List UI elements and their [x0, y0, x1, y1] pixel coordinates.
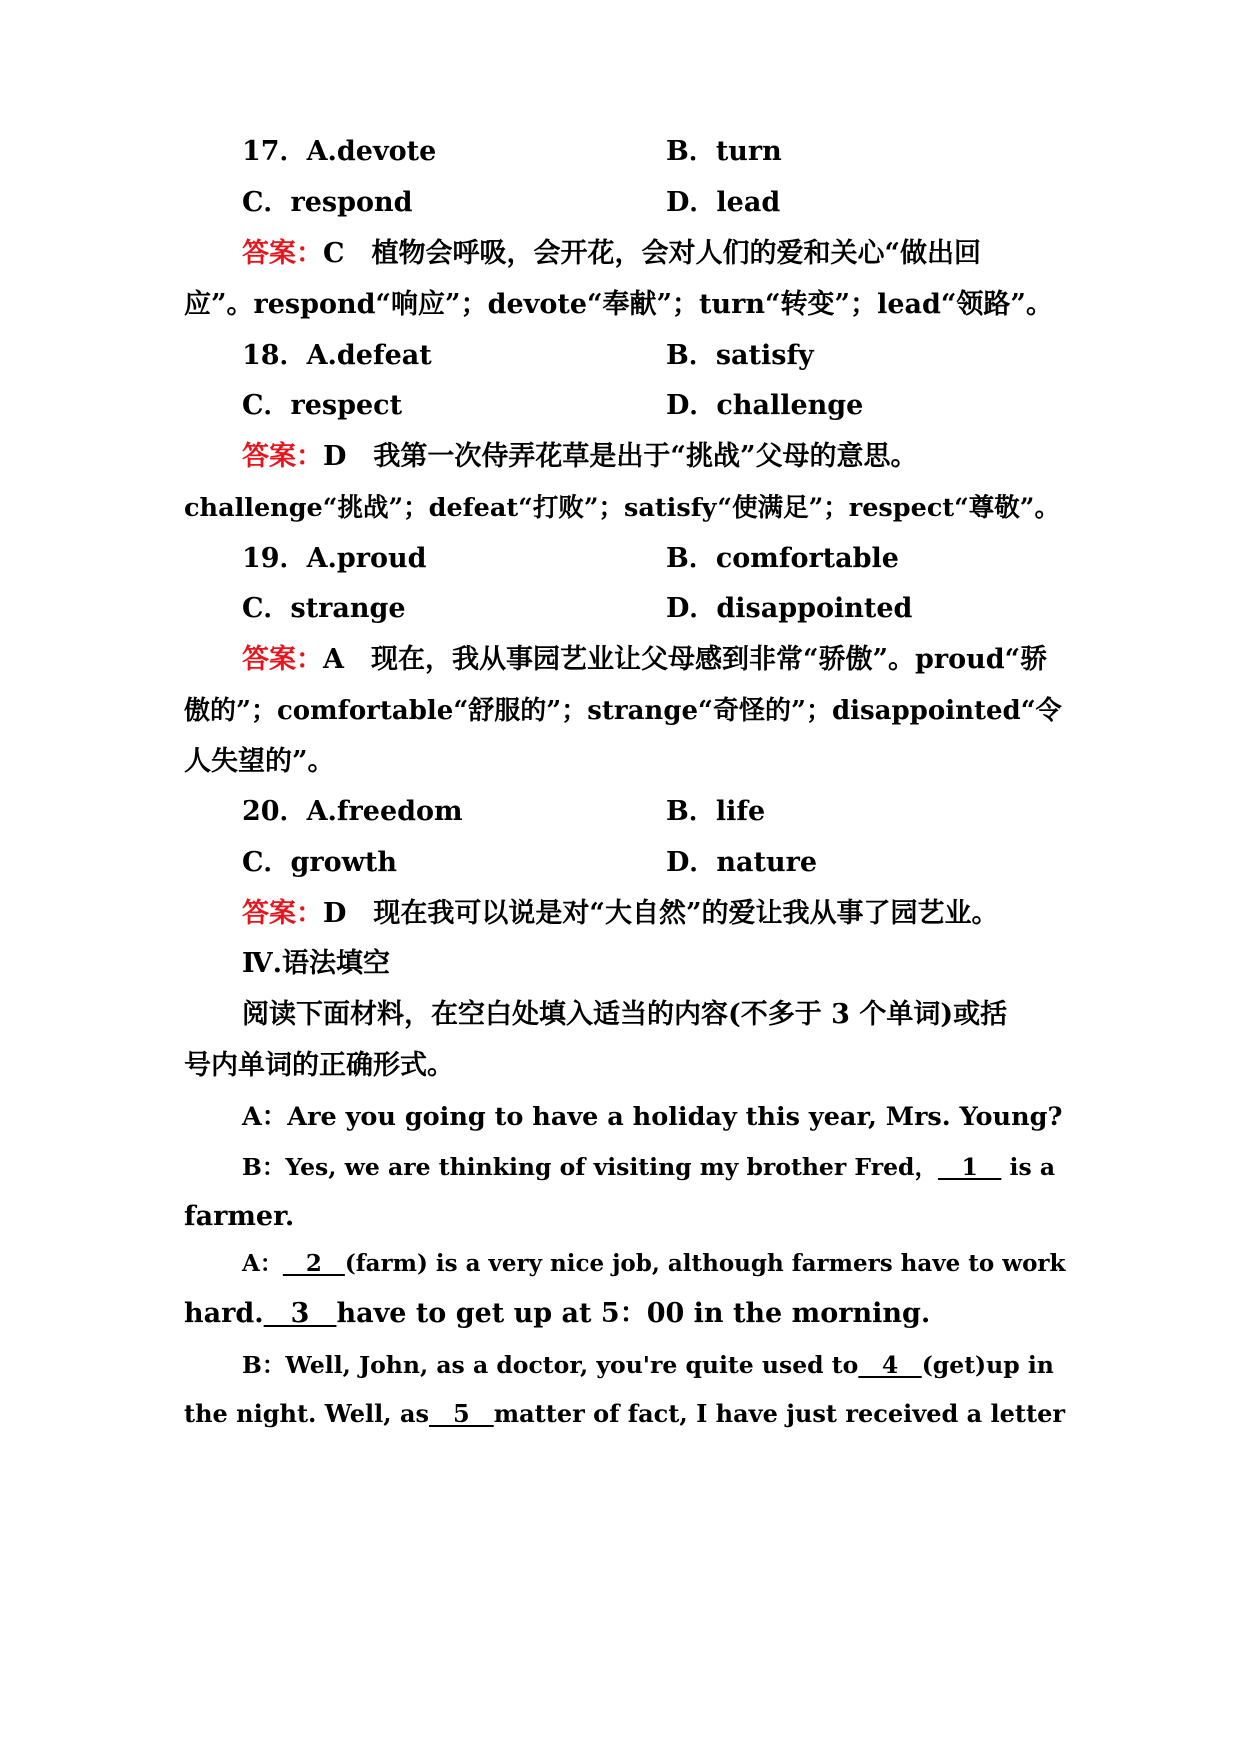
q19-option-b: B．comfortable [666, 543, 899, 574]
dialogue-text: is a [1001, 1153, 1056, 1181]
dialogue-text: matter of fact, I have just received a letter [493, 1399, 1065, 1428]
q17-option-c: C．respond [242, 187, 413, 218]
q19-answer [242, 640, 1064, 680]
dialogue-text: (get)up in [921, 1351, 1054, 1379]
answer-label: 答案： [242, 441, 323, 472]
blank-2[interactable]: 2 [282, 1250, 345, 1277]
dialogue-text: have to get up at 5：00 in the morning. [336, 1298, 931, 1329]
q17-answer [242, 234, 1064, 274]
dialogue-line-4 [242, 1244, 1064, 1284]
dialogue-text: A： [242, 1250, 283, 1277]
q17-options-row1 [242, 132, 1064, 172]
answer-label: 答案： [242, 898, 323, 929]
answer-label: 答案： [242, 238, 323, 269]
dialogue-text: B：Well, John, as a doctor, you're quite used to [242, 1351, 859, 1379]
q17-answer-cont: 应”。respond“响应”；devote“奉献”；turn“转变”；lead“领路”。 [184, 289, 1053, 320]
q19-options-row1 [242, 539, 1064, 579]
dialogue-line-6 [242, 1345, 1064, 1385]
q20-option-a: 20．A.freedom [242, 796, 463, 827]
q17-options-row2 [242, 183, 1064, 223]
dialogue-line-7 [184, 1394, 1064, 1434]
dialogue-text: hard. [184, 1298, 264, 1329]
q20-option-c: C．growth [242, 847, 397, 878]
q17-option-b: B．turn [666, 136, 782, 167]
q17-option-d: D．lead [666, 187, 781, 218]
q20-answer [242, 894, 1064, 934]
dialogue-text: (farm) is a very nice job, although farmers have to work [344, 1250, 1066, 1277]
dialogue-line-3: farmer. [184, 1201, 295, 1232]
q17-option-a: 17．A.devote [242, 136, 437, 167]
dialogue-line-2 [242, 1147, 1064, 1187]
q18-answer-text: D 我第一次侍弄花草是出于“挑战”父母的意思。 [323, 441, 918, 472]
answer-label: 答案： [242, 644, 323, 675]
blank-5[interactable]: 5 [429, 1399, 494, 1428]
blank-1[interactable]: 1 [937, 1153, 1002, 1181]
q18-option-c: C．respect [242, 390, 403, 421]
q20-options-row2 [242, 843, 1064, 883]
q19-options-row2 [242, 589, 1064, 629]
q19-option-d: D．disappointed [666, 593, 913, 624]
q17-answer-text: C 植物会呼吸，会开花，会对人们的爱和关心“做出回 [323, 238, 982, 269]
section-heading: Ⅳ.语法填空 [242, 948, 391, 979]
q18-options-row2 [242, 386, 1064, 426]
q18-option-b: B．satisfy [666, 340, 814, 371]
section-instructions: 阅读下面材料，在空白处填入适当的内容(不多于 3 个单词)或括 [242, 999, 1008, 1030]
dialogue-text: B：Yes, we are thinking of visiting my brother Fred， [242, 1153, 938, 1181]
q18-option-a: 18．A.defeat [242, 340, 432, 371]
blank-4[interactable]: 4 [858, 1351, 922, 1379]
q19-option-a: 19．A.proud [242, 543, 427, 574]
q20-answer-text: D 现在我可以说是对“大自然”的爱让我从事了园艺业。 [323, 898, 999, 929]
blank-3[interactable]: 3 [263, 1298, 337, 1329]
q19-option-c: C．strange [242, 593, 406, 624]
q20-option-d: D．nature [666, 847, 818, 878]
dialogue-line-5 [184, 1294, 1064, 1334]
section-instructions-cont: 号内单词的正确形式。 [184, 1050, 454, 1081]
q20-options-row1 [242, 792, 1064, 832]
q20-option-b: B．life [666, 796, 766, 827]
q19-answer-cont: 傲的”；comfortable“舒服的”；strange“奇怪的”；disappointed“令 [184, 696, 1062, 726]
dialogue-text: the night. Well, as [184, 1399, 430, 1428]
q18-answer [242, 437, 1064, 477]
q19-answer-cont2: 人失望的”。 [184, 746, 335, 777]
q19-answer-text: A 现在，我从事园艺业让父母感到非常“骄傲”。proud“骄 [323, 644, 1048, 675]
q18-options-row1 [242, 336, 1064, 376]
q18-answer-cont: challenge“挑战”；defeat“打败”；satisfy“使满足”；respect“尊敬”。 [184, 493, 1060, 523]
dialogue-line-1: A：Are you going to have a holiday this year, Mrs. Young? [242, 1102, 1063, 1132]
q18-option-d: D．challenge [666, 390, 864, 421]
